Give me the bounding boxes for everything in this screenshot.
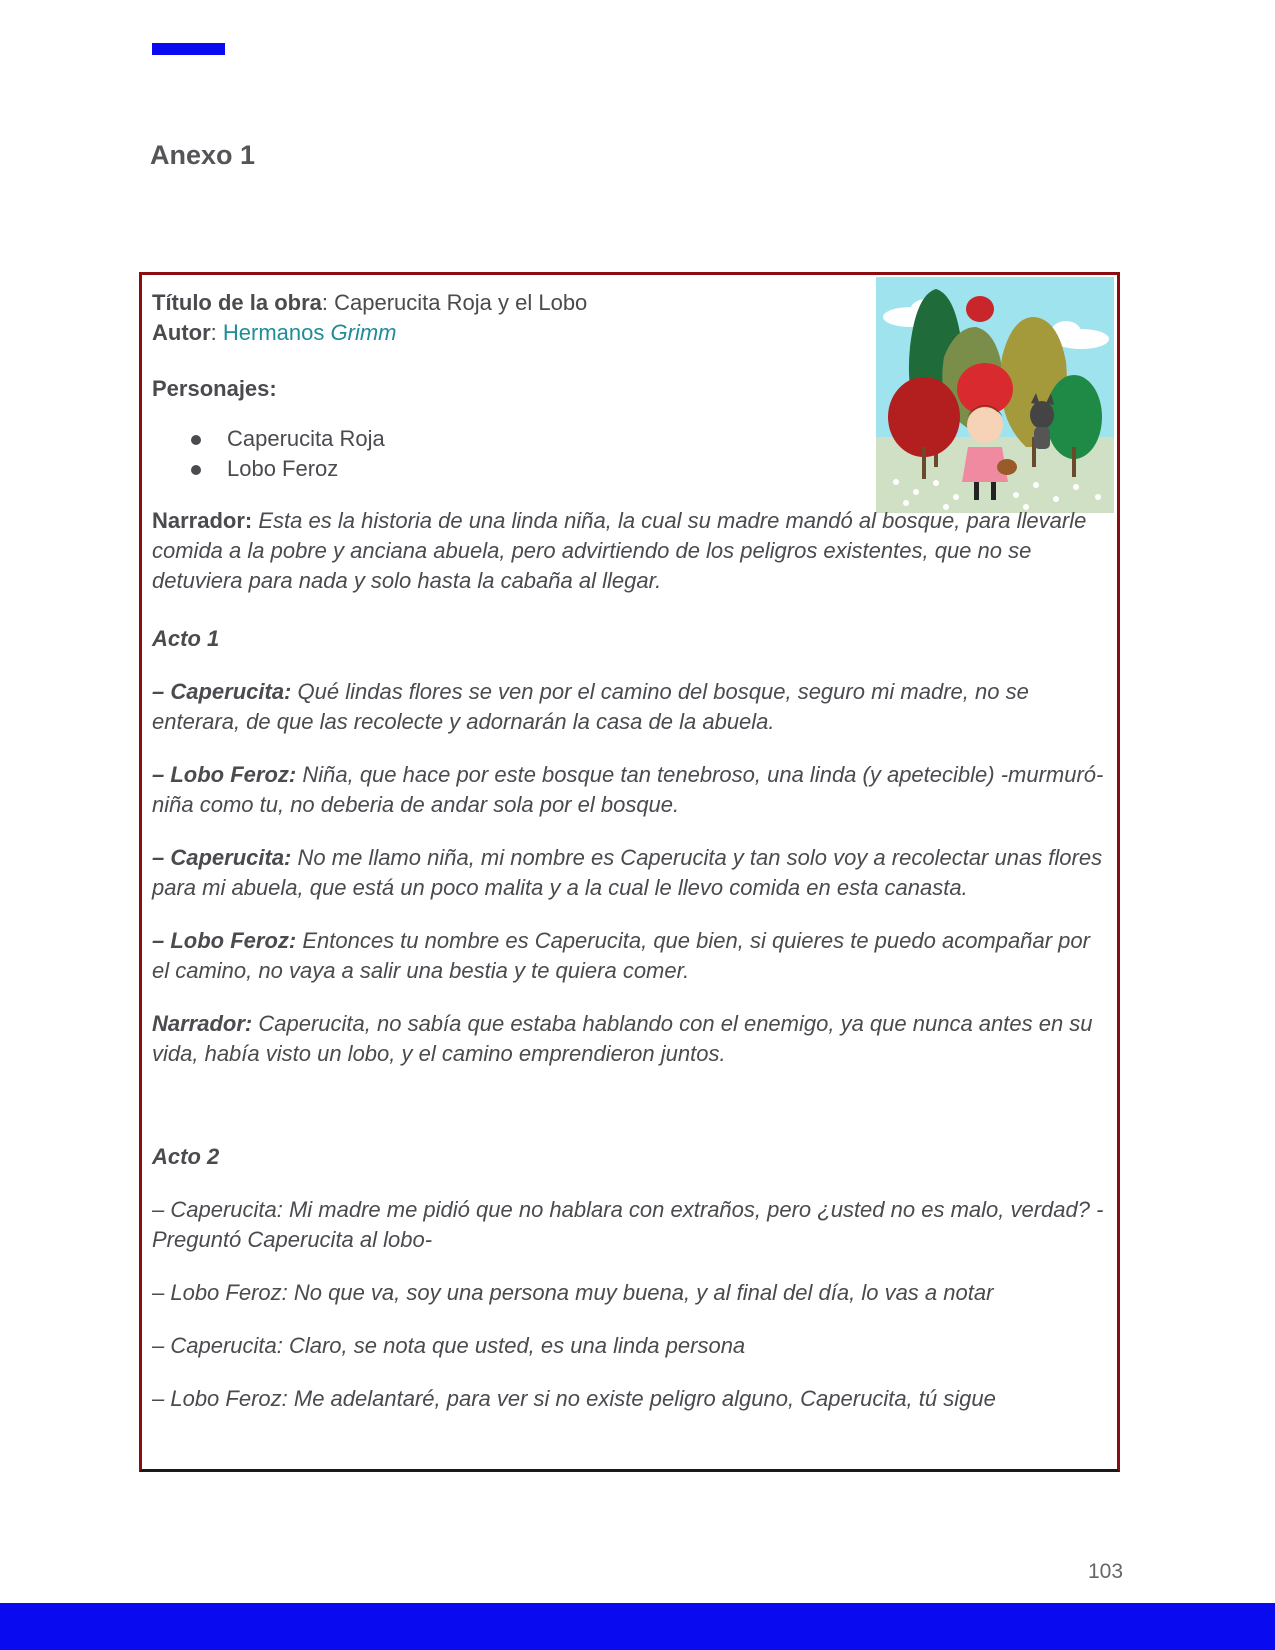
dialogue-line: – Caperucita: Claro, se nota que usted, es una linda persona	[152, 1333, 746, 1358]
author-name-first: Hermanos	[222, 320, 325, 345]
author-line: Autor: Hermanos Grimm	[152, 320, 397, 345]
list-item: Caperucita Roja	[152, 424, 1112, 454]
bullet-icon	[191, 465, 201, 475]
dialogue-line: – Lobo Feroz: Niña, que hace por este bosque tan tenebroso, una linda (y apetecible) -murmuró- niña como tu, no deberia de andar sola por el bosque.	[152, 762, 1104, 817]
title-value: Caperucita Roja y el Lobo	[334, 290, 588, 315]
title-label: Título de la obra	[152, 290, 322, 315]
dialogue-line: – Lobo Feroz: Me adelantaré, para ver si no existe peligro alguno, Caperucita, tú sigue	[152, 1386, 996, 1411]
author-name-last: Grimm	[330, 320, 397, 345]
bullet-icon	[191, 435, 201, 445]
dialogue-line: Narrador: Caperucita, no sabía que estaba hablando con el enemigo, ya que nunca antes en su vida, había visto un lobo, y el camino emprendieron juntos.	[152, 1011, 1093, 1066]
dialogue-line: – Lobo Feroz: Entonces tu nombre es Caperucita, que bien, si quieres te puedo acompañar por el camino, no vaya a salir una bestia y te quiera comer.	[152, 928, 1090, 983]
characters-list	[152, 424, 1112, 484]
spacer	[152, 1092, 1112, 1142]
dialogue-line: – Caperucita: Mi madre me pidió que no hablara con extraños, pero ¿usted no es malo, verdad? -Preguntó Caperucita al lobo-	[152, 1197, 1104, 1252]
page-number: 103	[1088, 1560, 1124, 1583]
act2-title: Acto 2	[152, 1144, 220, 1169]
page-heading: Anexo 1	[150, 140, 256, 170]
footer-bar	[0, 1603, 1275, 1650]
list-item: Lobo Feroz	[152, 454, 1112, 484]
title-line: Título de la obra: Caperucita Roja y el Lobo	[152, 290, 588, 315]
dialogue-line: – Caperucita: No me llamo niña, mi nombre es Caperucita y tan solo voy a recolectar unas flores para mi abuela, que está un poco malita y a la cual le llevo comida en esta canasta.	[152, 845, 1103, 900]
act1-title: Acto 1	[152, 626, 220, 651]
play-metadata	[152, 288, 1112, 348]
dialogue-line: – Lobo Feroz: No que va, soy una persona muy buena, y al final del día, lo vas a notar	[152, 1280, 994, 1305]
narration-intro: Narrador: Esta es la historia de una linda niña, la cual su madre mandó al bosque, para llevarle comida a la pobre y anciana abuela, pero advirtiendo de los peligros existentes, que no se detuviera para nada y solo hasta la cabaña al llegar.	[152, 508, 1087, 593]
dialogue-line: – Caperucita: Qué lindas flores se ven por el camino del bosque, seguro mi madre, no se enterara, de que las recolecte y adornarán la casa de la abuela.	[152, 679, 1029, 734]
top-accent-bar	[152, 43, 225, 55]
characters-heading: Personajes:	[152, 376, 277, 401]
script-content	[152, 288, 1112, 1414]
author-label: Autor	[152, 320, 211, 345]
